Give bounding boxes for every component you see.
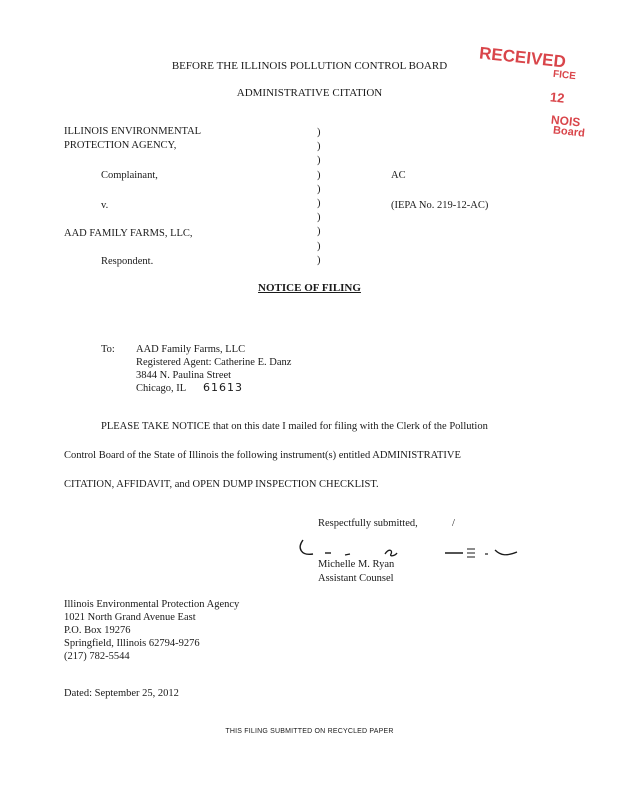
to-label: To: bbox=[101, 344, 115, 355]
respondent-label: Respondent. bbox=[101, 256, 154, 267]
recycled-paper-footer: THIS FILING SUBMITTED ON RECYCLED PAPER bbox=[225, 728, 394, 735]
case-code: AC bbox=[391, 170, 406, 181]
complainant-label: Complainant, bbox=[101, 170, 158, 181]
document-type: ADMINISTRATIVE CITATION bbox=[236, 87, 383, 99]
agency-city: Springfield, Illinois 62794-9276 bbox=[64, 638, 200, 649]
registered-agent: Registered Agent: Catherine E. Danz bbox=[136, 357, 292, 368]
board-title: BEFORE THE ILLINOIS POLLUTION CONTROL BOARD bbox=[171, 60, 448, 72]
handwritten-zip: 61613 bbox=[203, 381, 243, 394]
stamp-received: RECEIVED bbox=[478, 43, 567, 72]
signer-title: Assistant Counsel bbox=[318, 573, 394, 584]
body-line-3: CITATION, AFFIDAVIT, and OPEN DUMP INSPECTION CHECKLIST. bbox=[64, 479, 379, 490]
addressee-city: Chicago, IL bbox=[136, 383, 187, 394]
complainant-name-line1: ILLINOIS ENVIRONMENTAL bbox=[64, 126, 202, 137]
dated-line: Dated: September 25, 2012 bbox=[64, 688, 179, 699]
agency-name: Illinois Environmental Protection Agency bbox=[64, 599, 240, 610]
case-number: (IEPA No. 219-12-AC) bbox=[391, 200, 489, 211]
respondent-name: AAD FAMILY FARMS, LLC, bbox=[64, 228, 193, 239]
agency-street: 1021 North Grand Avenue East bbox=[64, 612, 196, 623]
agency-phone: (217) 782-5544 bbox=[64, 651, 130, 662]
versus-label: v. bbox=[101, 200, 109, 211]
stamp-board: Board bbox=[552, 124, 586, 140]
caption-brackets: ) ) ) ) ) ) ) ) ) ) bbox=[317, 127, 321, 266]
addressee-street: 3844 N. Paulina Street bbox=[136, 370, 232, 381]
complainant-name-line2: PROTECTION AGENCY, bbox=[64, 140, 177, 151]
stamp-illinois: NOIS bbox=[550, 112, 581, 130]
addressee-name: AAD Family Farms, LLC bbox=[136, 344, 246, 355]
body-line-1: PLEASE TAKE NOTICE that on this date I mailed for filing with the Clerk of the Pollution bbox=[101, 421, 488, 432]
signer-name: Michelle M. Ryan bbox=[318, 559, 395, 570]
notice-title: NOTICE OF FILING bbox=[258, 282, 361, 294]
closing-mark: / bbox=[452, 518, 455, 529]
stamp-year: 12 bbox=[549, 89, 566, 106]
signature-closing: Respectfully submitted, bbox=[318, 518, 418, 529]
agency-po-box: P.O. Box 19276 bbox=[64, 625, 131, 636]
body-line-2: Control Board of the State of Illinois the following instrument(s) entitled ADMINISTRATIVE bbox=[64, 450, 461, 461]
stamp-office: FICE bbox=[552, 68, 577, 83]
